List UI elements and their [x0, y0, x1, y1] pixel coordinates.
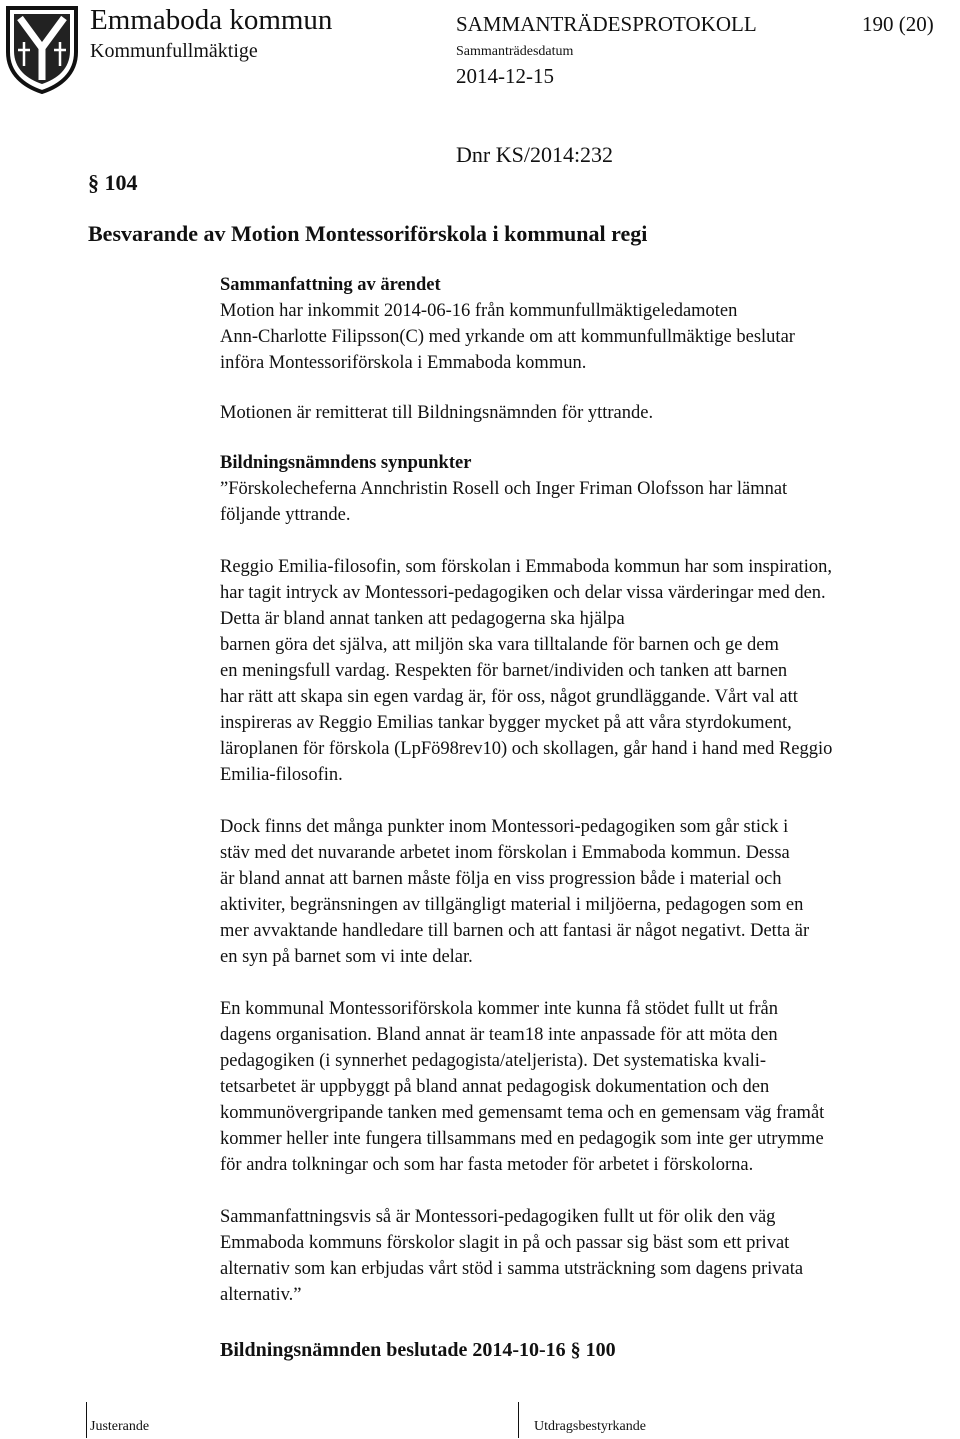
text-line: är bland annat att barnen måste följa en viss progression både i material och — [220, 869, 782, 889]
text-line: inspireras av Reggio Emilias tankar bygger mycket på att våra styrdokument, — [220, 713, 792, 733]
text-line: alternativ som kan erbjudas vårt stöd i samma utsträckning som dagens privata — [220, 1259, 804, 1279]
page-number: 190 (20) — [862, 12, 934, 36]
text-line: mer avvaktande handledare till barnen och att fantasi är något negativt. Detta är — [220, 921, 810, 941]
text-line: Sammanfattningsvis så är Montessori-pedagogiken fullt ut för olik den väg — [220, 1207, 776, 1227]
text-line: Emmaboda kommuns förskolor slagit in på och passar sig bäst som ett privat — [220, 1233, 790, 1253]
document-body — [220, 272, 956, 1363]
body-paragraph-1 — [220, 554, 956, 788]
footer-divider-right — [518, 1402, 519, 1438]
text-line: läroplanen för förskola (LpFö98rev10) och skollagen, går hand i hand med Reggio — [220, 739, 833, 759]
text-line: en meningsfull vardag. Respekten för barnet/individen och tanken att barnen — [220, 661, 788, 681]
text-line: Motion har inkommit 2014-06-16 från kommunfullmäktigeledamoten — [220, 301, 738, 321]
text-line: Detta är bland annat tanken att pedagogerna ska hjälpa — [220, 609, 625, 629]
document-type: SAMMANTRÄDESPROTOKOLL — [456, 12, 757, 36]
text-line: har rätt att skapa sin egen vardag är, för oss, något grundläggande. Vårt val att — [220, 687, 798, 707]
extract-certification-label: Utdragsbestyrkande — [534, 1419, 646, 1434]
footer-divider-left — [86, 1402, 87, 1438]
text-line: dagens organisation. Bland annat är team18 inte anpassade för att möta den — [220, 1025, 778, 1045]
paragraph-number: § 104 — [88, 170, 138, 195]
body-paragraph-3 — [220, 996, 956, 1178]
decision-heading: Bildningsnämnden beslutade 2014-10-16 § 100 — [220, 1339, 616, 1361]
text-line: införa Montessoriförskola i Emmaboda kommun. — [220, 353, 587, 373]
text-line: stäv med det nuvarande arbetet inom förskolan i Emmaboda kommun. Dessa — [220, 843, 790, 863]
text-line: En kommunal Montessoriförskola kommer inte kunna få stödet fullt ut från — [220, 999, 778, 1019]
text-line: Dock finns det många punkter inom Montessori-pedagogiken som går stick i — [220, 817, 789, 837]
body-paragraph-4 — [220, 1204, 956, 1308]
case-number: Dnr KS/2014:232 — [456, 142, 614, 167]
text-line: Emilia-filosofin. — [220, 765, 343, 785]
summary-paragraph — [220, 298, 956, 376]
text-line: en syn på barnet som vi inte delar. — [220, 947, 473, 967]
text-line: följande yttrande. — [220, 505, 351, 525]
text-line: har tagit intryck av Montessori-pedagogiken och delar vissa värderingar med den. — [220, 583, 826, 603]
opinion-heading: Bildningsnämndens synpunkter — [220, 453, 472, 473]
text-line: tetsarbetet är uppbyggt på bland annat pedagogisk dokumentation och den — [220, 1077, 770, 1097]
meeting-date: 2014-12-15 — [456, 64, 554, 88]
text-line: alternativ.” — [220, 1285, 302, 1305]
remitted-paragraph: Motionen är remitterat till Bildningsnämnden för yttrande. — [220, 403, 654, 423]
text-line: kommer heller inte fungera tillsammans med en pedagogik som inte ger utrymme — [220, 1129, 824, 1149]
text-line: aktiviter, begränsningen av tillgängligt material i miljöerna, pedagogen som en — [220, 895, 804, 915]
text-line: ”Förskolecheferna Annchristin Rosell och Inger Friman Olofsson har lämnat — [220, 479, 788, 499]
body-paragraph-2 — [220, 814, 956, 970]
text-line: kommunövergripande tanken med gemensamt tema och en gemensam väg framåt — [220, 1103, 825, 1123]
adjuster-label: Justerande — [90, 1419, 150, 1434]
text-line: Ann-Charlotte Filipsson(C) med yrkande om att kommunfullmäktige beslutar — [220, 327, 795, 347]
opinion-intro — [220, 476, 956, 528]
text-line: barnen göra det själva, att miljön ska vara tilltalande för barnen och ge dem — [220, 635, 779, 655]
summary-heading: Sammanfattning av ärendet — [220, 275, 441, 295]
meeting-date-label: Sammanträdesdatum — [456, 44, 574, 59]
text-line: Reggio Emilia-filosofin, som förskolan i Emmaboda kommun har som inspiration, — [220, 557, 832, 577]
case-title: Besvarande av Motion Montessoriförskola i kommunal regi — [88, 221, 648, 246]
organization-name: Emmaboda kommun — [90, 4, 333, 36]
committee-name: Kommunfullmäktige — [90, 40, 258, 62]
text-line: för andra tolkningar och som har fasta metoder för arbetet i förskolorna. — [220, 1155, 754, 1175]
coat-of-arms-icon — [4, 4, 80, 94]
text-line: pedagogiken (i synnerhet pedagogista/ateljerista). Det systematiska kvali- — [220, 1051, 767, 1071]
